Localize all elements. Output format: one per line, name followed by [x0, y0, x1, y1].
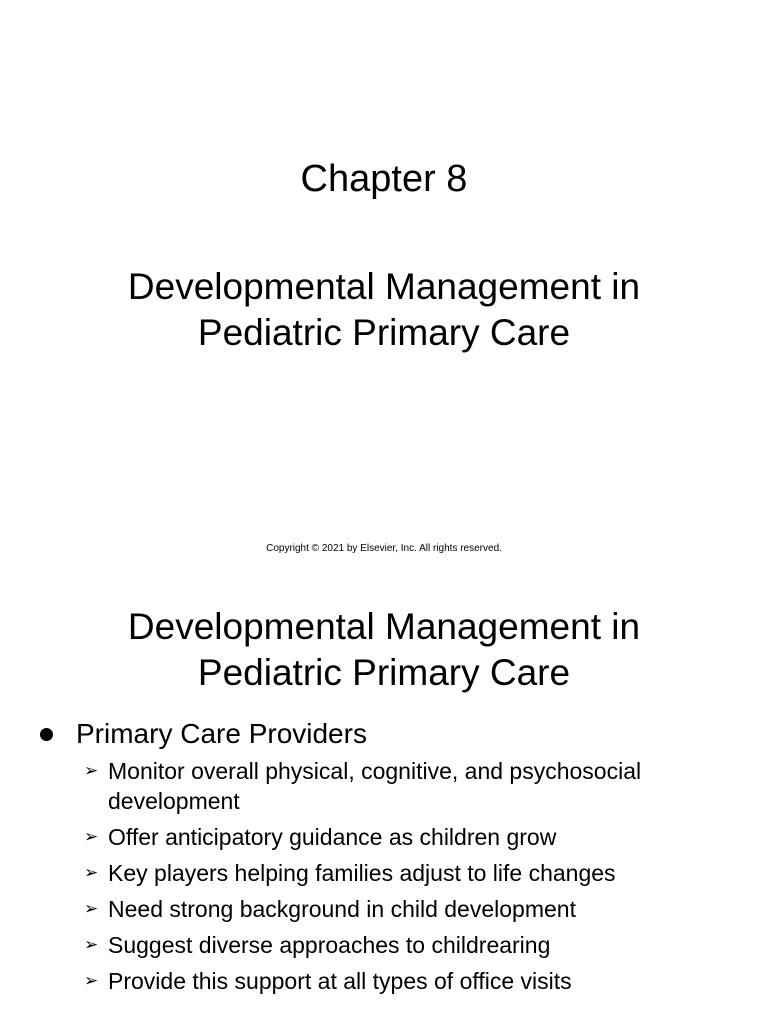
copyright-notice: Copyright © 2021 by Elsevier, Inc. All rights reserved.: [266, 543, 502, 554]
arrow-bullet-icon: ➢: [84, 935, 99, 954]
arrow-bullet-icon: ➢: [84, 971, 99, 990]
arrow-bullet-icon: ➢: [84, 827, 99, 846]
sub-bullet-text: Suggest diverse approaches to childrearing: [108, 932, 551, 958]
sub-bullet-text: Provide this support at all types of office visits: [108, 968, 572, 994]
bullet-text: Primary Care Providers: [76, 718, 367, 749]
chapter-title: Chapter 8: [300, 158, 468, 200]
sub-bullet-text: Monitor overall physical, cognitive, and psychosocial development: [108, 758, 642, 814]
arrow-bullet-icon: ➢: [84, 863, 99, 882]
sub-bullet-item: [84, 822, 724, 852]
bullet-dot-icon: [40, 728, 53, 741]
subtitle-line: Developmental Management in: [127, 266, 641, 307]
sub-bullet-item: [84, 930, 724, 960]
sub-bullet-item: [84, 894, 724, 924]
arrow-bullet-icon: ➢: [84, 899, 99, 918]
sub-bullet-item: [84, 756, 724, 816]
sub-bullet-text: Key players helping families adjust to life changes: [108, 860, 616, 886]
heading-line: Pediatric Primary Care: [197, 652, 571, 693]
sub-bullet-text: Need strong background in child development: [108, 896, 576, 922]
bullet-item: [40, 716, 367, 752]
sub-bullet-item: [84, 966, 724, 996]
arrow-bullet-icon: ➢: [84, 761, 99, 780]
slide-heading: [0, 604, 768, 696]
sub-bullet-list: [84, 756, 724, 1002]
sub-bullet-item: [84, 858, 724, 888]
slide-content: [0, 576, 768, 1024]
heading-line: Developmental Management in: [127, 606, 641, 647]
subtitle-line: Pediatric Primary Care: [197, 312, 571, 353]
chapter-subtitle: [0, 264, 768, 356]
sub-bullet-text: Offer anticipatory guidance as children grow: [108, 824, 557, 850]
